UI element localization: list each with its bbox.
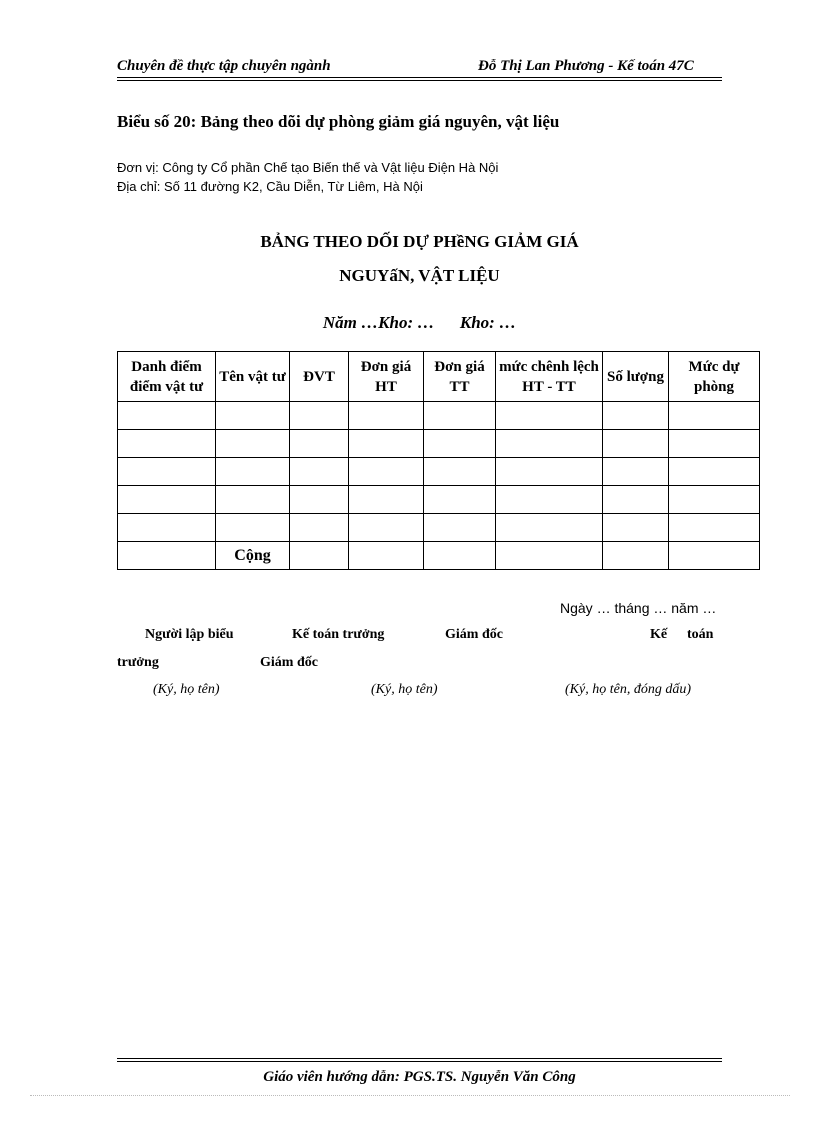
table-cell	[118, 430, 216, 458]
table-cell	[118, 514, 216, 542]
sig-preparer: Người lập biểu	[145, 627, 234, 642]
table-cell	[669, 486, 760, 514]
table-cell	[216, 402, 290, 430]
table-cell	[496, 458, 603, 486]
col-header: Tên vật tư	[216, 352, 290, 402]
table-cell	[669, 458, 760, 486]
sig-director: Giám đốc	[445, 627, 503, 642]
sig-chief-accountant: Kế toán trưởng	[292, 627, 385, 642]
table-cell	[118, 402, 216, 430]
table-cell	[349, 430, 424, 458]
form-title: Biểu số 20: Bảng theo dõi dự phòng giảm giá nguyên, vật liệu	[117, 112, 560, 131]
table-cell	[349, 542, 424, 570]
table-cell	[603, 514, 669, 542]
period-kho-1: Kho: …	[378, 313, 435, 332]
table-cell	[496, 514, 603, 542]
table-cell	[290, 542, 349, 570]
table-cell	[349, 458, 424, 486]
table-cell	[603, 542, 669, 570]
table-cell	[496, 486, 603, 514]
table-row	[118, 430, 760, 458]
address-value: Số 11 đường K2, Cầu Diễn, Từ Liêm, Hà Nội	[163, 179, 423, 194]
table-cell	[603, 402, 669, 430]
table-cell	[118, 458, 216, 486]
table-cell	[290, 486, 349, 514]
period-line	[117, 313, 722, 333]
address-label: Địa chỉ:	[117, 179, 161, 194]
table-cell	[290, 430, 349, 458]
col-header: Số lượng	[603, 352, 669, 402]
table-row	[118, 458, 760, 486]
header-rule-top	[117, 77, 722, 78]
sig-note-2: (Ký, họ tên)	[371, 682, 438, 697]
table-cell	[603, 430, 669, 458]
table-cell	[669, 430, 760, 458]
footer-rule-top	[117, 1058, 722, 1059]
sig-director-2: Giám đốc	[260, 655, 318, 670]
sig-note-3: (Ký, họ tên, đóng dấu)	[565, 682, 691, 697]
table-cell	[216, 458, 290, 486]
table-cell	[603, 486, 669, 514]
sig-accountant-word1: Kế	[650, 627, 668, 642]
sig-accountant-word2: toán	[687, 627, 714, 642]
table-cell	[118, 542, 216, 570]
table-cell	[118, 486, 216, 514]
col-header: Đơn giá HT	[349, 352, 424, 402]
date-line: Ngày … tháng … năm …	[560, 600, 717, 616]
company-address	[117, 179, 423, 194]
table-cell	[349, 486, 424, 514]
period-year: Năm …	[322, 313, 379, 332]
col-header: Danh điểm điểm vật tư	[118, 352, 216, 402]
col-header: Mức dự phòng	[669, 352, 760, 402]
period-kho-2: Kho: …	[459, 313, 517, 332]
table-cell	[603, 458, 669, 486]
table-cell	[424, 514, 496, 542]
table-cell	[424, 486, 496, 514]
table-cell	[496, 402, 603, 430]
table-cell	[424, 542, 496, 570]
table-row	[118, 486, 760, 514]
table-cell	[669, 402, 760, 430]
company-unit	[117, 160, 498, 175]
col-header: Đơn giá TT	[424, 352, 496, 402]
table-cell	[349, 402, 424, 430]
table-cell	[496, 430, 603, 458]
header-right: Đỗ Thị Lan Phương - Kế toán 47C	[478, 58, 694, 74]
table-cell	[290, 458, 349, 486]
table-cell	[424, 402, 496, 430]
provision-table	[117, 351, 760, 570]
table-cell	[216, 430, 290, 458]
table-row	[118, 402, 760, 430]
header-rule-bottom	[117, 80, 722, 81]
table-cell	[669, 514, 760, 542]
main-title-line1: BẢNG THEO DỐI DỰ PHềNG GIẢM GIÁ	[260, 232, 579, 251]
unit-label: Đơn vị:	[117, 160, 159, 175]
table-cell	[669, 542, 760, 570]
sig-chief-word: trưởng	[117, 655, 159, 670]
table-cell	[349, 514, 424, 542]
col-header: ĐVT	[290, 352, 349, 402]
table-cell	[290, 514, 349, 542]
table-cell	[424, 430, 496, 458]
table-cell	[216, 514, 290, 542]
table-cell	[216, 486, 290, 514]
main-title-line2: NGUYấN, VẬT LIỆU	[339, 266, 500, 285]
footer-text: Giáo viên hướng dẫn: PGS.TS. Nguyễn Văn Công	[263, 1069, 576, 1085]
total-label: Cộng	[216, 542, 290, 570]
total-row	[118, 542, 760, 570]
page-edge-dotted-line	[30, 1095, 790, 1096]
table-header-row	[118, 352, 760, 402]
unit-value: Công ty Cổ phần Chế tạo Biến thế và Vật liệu Điện Hà Nội	[162, 160, 499, 175]
col-header: mức chênh lệch HT - TT	[496, 352, 603, 402]
footer-rule-bottom	[117, 1061, 722, 1062]
sig-note-1: (Ký, họ tên)	[153, 682, 220, 697]
table-cell	[424, 458, 496, 486]
table-cell	[496, 542, 603, 570]
table-row	[118, 514, 760, 542]
header-left: Chuyên đề thực tập chuyên ngành	[117, 58, 331, 74]
table-body	[118, 402, 760, 570]
table-cell	[290, 402, 349, 430]
